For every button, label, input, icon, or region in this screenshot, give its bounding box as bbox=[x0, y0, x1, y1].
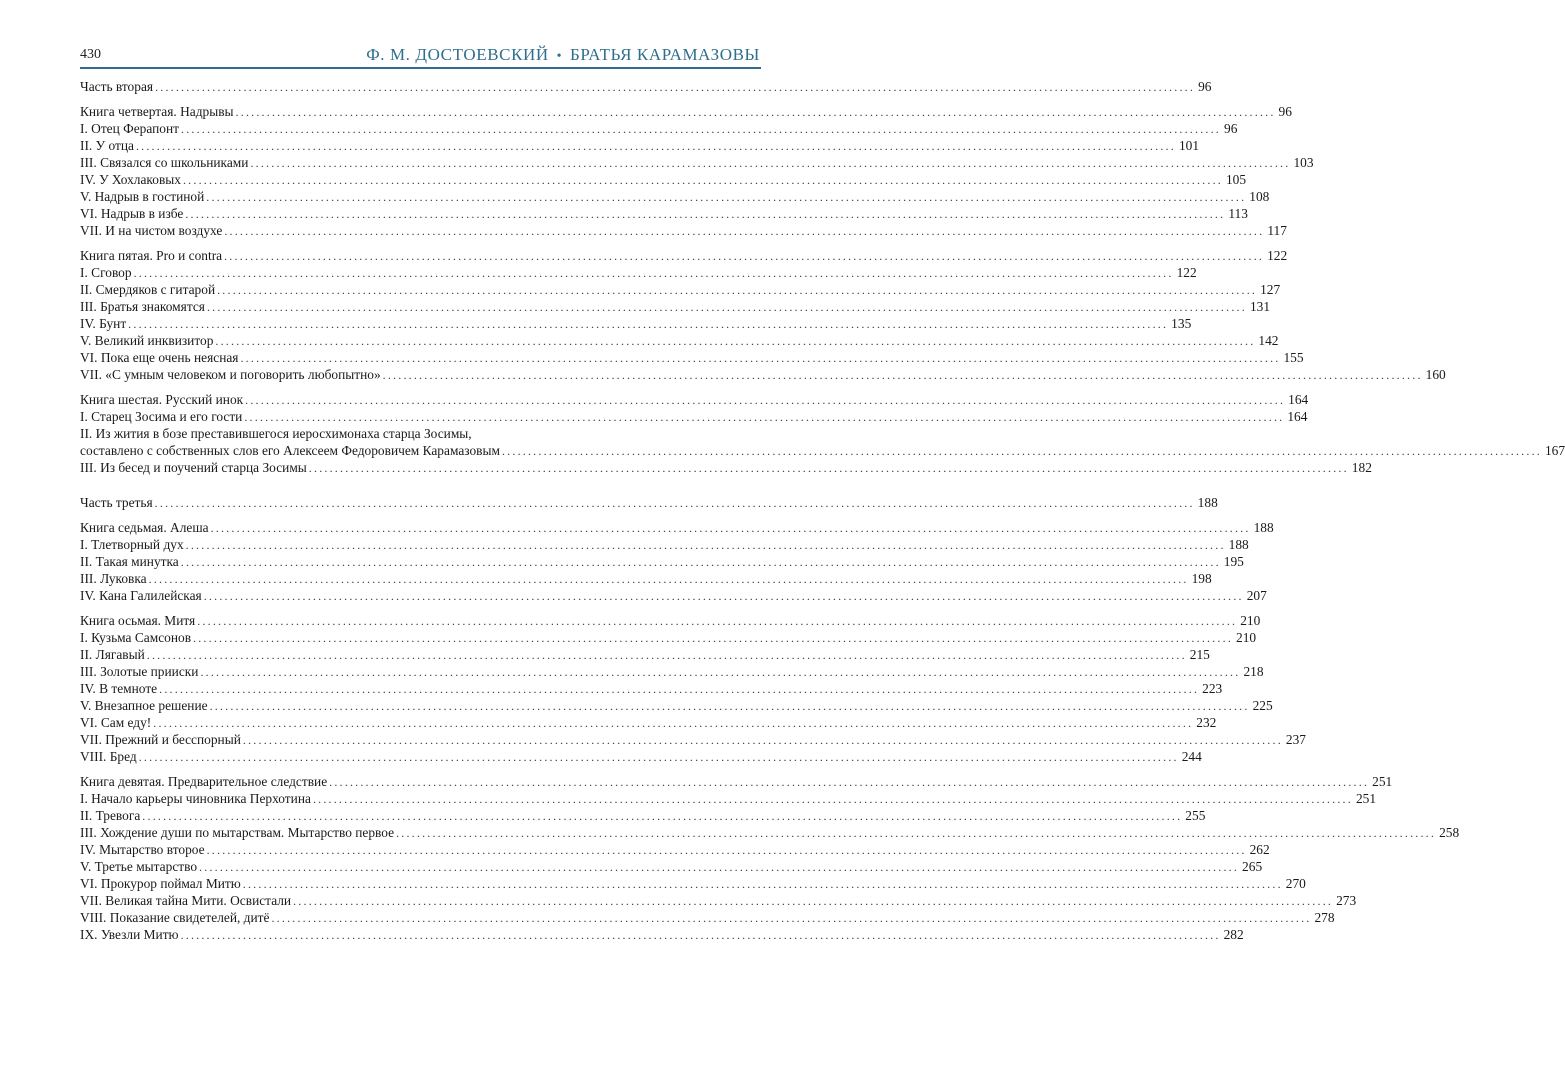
toc-page-number: 135 bbox=[1171, 316, 1192, 331]
running-head-author: Ф. М. ДОСТОЕВСКИЙ bbox=[366, 45, 549, 64]
dot-leader: ........................................................................................................................................................................................................ bbox=[250, 156, 1291, 170]
toc-entry-row bbox=[80, 222, 1287, 239]
toc-entry-row bbox=[80, 714, 1217, 731]
toc-entry-title: Книга четвертая. Надрывы bbox=[80, 104, 234, 119]
toc-page-number: 96 bbox=[1224, 121, 1238, 136]
toc-chapter[interactable] bbox=[80, 663, 1264, 680]
toc-chapter[interactable] bbox=[80, 824, 1460, 841]
toc-page-number: 265 bbox=[1242, 859, 1263, 874]
running-head bbox=[366, 45, 760, 65]
toc-page-number: 182 bbox=[1351, 460, 1372, 475]
toc-entry-row bbox=[80, 494, 1218, 511]
dot-leader: ........................................................................................................................................................................................................ bbox=[153, 716, 1194, 730]
toc-book[interactable] bbox=[80, 773, 1393, 790]
toc-entry-row bbox=[80, 391, 1309, 408]
toc-chapter[interactable] bbox=[80, 714, 1217, 731]
toc-entry-title: II. Лягавый bbox=[80, 647, 145, 662]
toc-entry-title: V. Надрыв в гостиной bbox=[80, 189, 205, 204]
toc-entry-title: II. Из жития в бозе преставившегося иеросхимонаха старца Зосимы, bbox=[80, 426, 472, 441]
toc-chapter[interactable] bbox=[80, 298, 1271, 315]
toc-entry-title: Книга седьмая. Алеша bbox=[80, 520, 209, 535]
dot-leader: ........................................................................................................................................................................................................ bbox=[185, 207, 1226, 221]
toc-chapter[interactable] bbox=[80, 553, 1244, 570]
toc-chapter[interactable] bbox=[80, 587, 1267, 604]
toc-chapter[interactable] bbox=[80, 281, 1281, 298]
toc-page-number: 282 bbox=[1223, 927, 1244, 942]
toc-chapter[interactable] bbox=[80, 366, 1446, 383]
toc-book[interactable] bbox=[80, 519, 1274, 536]
toc-chapter[interactable] bbox=[80, 807, 1206, 824]
toc-entry-row bbox=[80, 697, 1273, 714]
toc-entry-title: III. Золотые прииски bbox=[80, 664, 199, 679]
dot-leader: ........................................................................................................................................................................................................ bbox=[308, 461, 1349, 475]
toc-chapter[interactable] bbox=[80, 154, 1314, 171]
toc-page-number: 258 bbox=[1439, 825, 1460, 840]
toc-entry-title: VIII. Показание свидетелей, дитё bbox=[80, 910, 270, 925]
dot-leader: ........................................................................................................................................................................................................ bbox=[396, 826, 1437, 840]
dot-leader: ........................................................................................................................................................................................................ bbox=[235, 105, 1276, 119]
toc-page-number: 225 bbox=[1252, 698, 1273, 713]
toc-entry-title: IV. У Хохлаковых bbox=[80, 172, 181, 187]
toc-entry-title: III. Хождение души по мытарствам. Мытарство первое bbox=[80, 825, 395, 840]
toc-entry-title: I. Кузьма Самсонов bbox=[80, 630, 192, 645]
toc-entry-row bbox=[80, 519, 1274, 536]
toc-page-number: 237 bbox=[1285, 732, 1306, 747]
toc-page-number: 122 bbox=[1176, 265, 1197, 280]
toc-entry-row bbox=[80, 298, 1271, 315]
toc-chapter[interactable] bbox=[80, 120, 1238, 137]
toc-entry-row bbox=[80, 408, 1308, 425]
toc-page-number: 122 bbox=[1267, 248, 1288, 263]
dot-leader: ........................................................................................................................................................................................................ bbox=[138, 750, 1179, 764]
toc-chapter[interactable] bbox=[80, 425, 1565, 459]
dot-leader: ........................................................................................................................................................................................................ bbox=[240, 351, 1281, 365]
toc-entry-row bbox=[80, 442, 1565, 459]
toc-chapter[interactable] bbox=[80, 875, 1306, 892]
toc-entry-title: III. Братья знакомятся bbox=[80, 299, 205, 314]
toc-entry-row bbox=[80, 366, 1446, 383]
toc-part[interactable] bbox=[80, 494, 1218, 511]
toc-chapter[interactable] bbox=[80, 188, 1270, 205]
toc-entry-row bbox=[80, 332, 1279, 349]
toc-chapter[interactable] bbox=[80, 680, 1223, 697]
toc-entry-title: Книга девятая. Предварительное следствие bbox=[80, 774, 328, 789]
toc-entry-row bbox=[80, 909, 1335, 926]
toc-book[interactable] bbox=[80, 391, 1309, 408]
toc-entry-row bbox=[80, 264, 1197, 281]
toc-entry-title: II. Тревога bbox=[80, 808, 141, 823]
toc-entry-title: VI. Прокурор поймал Митю bbox=[80, 876, 241, 891]
dot-leader: ........................................................................................................................................................................................................ bbox=[133, 266, 1174, 280]
toc-entry-row bbox=[80, 612, 1261, 629]
section-gap bbox=[80, 765, 744, 773]
toc-page-number: 210 bbox=[1236, 630, 1257, 645]
toc-page-number: 164 bbox=[1288, 392, 1309, 407]
dot-leader: ........................................................................................................................................................................................................ bbox=[312, 792, 1353, 806]
dot-leader: ........................................................................................................................................................................................................ bbox=[159, 682, 1200, 696]
toc-entry-title: II. Такая минутка bbox=[80, 554, 179, 569]
running-head-separator: • bbox=[556, 49, 563, 64]
toc-chapter[interactable] bbox=[80, 408, 1308, 425]
toc-entry-title: V. Внезапное решение bbox=[80, 698, 208, 713]
section-gap bbox=[80, 486, 744, 494]
toc-chapter[interactable] bbox=[80, 841, 1270, 858]
toc-page-number: 101 bbox=[1178, 138, 1200, 153]
dot-leader: ........................................................................................................................................................................................................ bbox=[182, 173, 1223, 187]
toc-entry-title: VII. Великая тайна Мити. Освистали bbox=[80, 893, 292, 908]
dot-leader: ........................................................................................................................................................................................................ bbox=[146, 648, 1187, 662]
toc-chapter[interactable] bbox=[80, 264, 1197, 281]
toc-entry-title: Книга шестая. Русский инок bbox=[80, 392, 244, 407]
toc-entry-row bbox=[80, 349, 1304, 366]
dot-leader: ........................................................................................................................................................................................................ bbox=[181, 122, 1221, 136]
dot-leader: ........................................................................................................................................................................................................ bbox=[148, 572, 1189, 586]
toc-entry-title: IX. Увезли Митю bbox=[80, 927, 179, 942]
toc-entry-row bbox=[80, 154, 1314, 171]
toc-entry-row bbox=[80, 553, 1244, 570]
dot-leader: ........................................................................................................................................................................................................ bbox=[271, 911, 1312, 925]
toc-entry-row bbox=[80, 247, 1288, 264]
toc-chapter[interactable] bbox=[80, 892, 1357, 909]
toc-chapter[interactable] bbox=[80, 459, 1372, 476]
toc-chapter[interactable] bbox=[80, 536, 1249, 553]
toc-page-number: 167 bbox=[1544, 443, 1565, 458]
toc-entry-title: I. Отец Ферапонт bbox=[80, 121, 179, 136]
toc-page-number: 270 bbox=[1285, 876, 1306, 891]
toc-entry-row bbox=[80, 680, 1223, 697]
toc-chapter[interactable] bbox=[80, 629, 1257, 646]
dot-leader: ........................................................................................................................................................................................................ bbox=[224, 224, 1265, 238]
dot-leader: ........................................................................................................................................................................................................ bbox=[200, 665, 1241, 679]
toc-entry-title: V. Великий инквизитор bbox=[80, 333, 214, 348]
toc-chapter[interactable] bbox=[80, 137, 1200, 154]
toc-page-number: 278 bbox=[1314, 910, 1335, 925]
toc-book[interactable] bbox=[80, 247, 1288, 264]
toc-page-number: 142 bbox=[1258, 333, 1279, 348]
toc-page-number: 244 bbox=[1181, 749, 1202, 764]
toc-page-number: 215 bbox=[1189, 647, 1210, 662]
dot-leader: ........................................................................................................................................................................................................ bbox=[242, 877, 1283, 891]
toc-page-number: 96 bbox=[1278, 104, 1292, 119]
toc-chapter[interactable] bbox=[80, 171, 1247, 188]
toc-chapter[interactable] bbox=[80, 858, 1263, 875]
toc-page-number: 210 bbox=[1240, 613, 1261, 628]
dot-leader: ........................................................................................................................................................................................................ bbox=[224, 249, 1265, 263]
toc-entry-title: Часть вторая bbox=[80, 79, 154, 94]
dot-leader: ........................................................................................................................................................................................................ bbox=[329, 775, 1370, 789]
toc-page-number: 108 bbox=[1249, 189, 1270, 204]
dot-leader: ........................................................................................................................................................................................................ bbox=[185, 538, 1226, 552]
toc-page-number: 251 bbox=[1355, 791, 1377, 806]
toc-entry-row bbox=[80, 629, 1257, 646]
toc-page-number: 251 bbox=[1372, 774, 1393, 789]
toc-chapter[interactable] bbox=[80, 697, 1273, 714]
dot-leader: ........................................................................................................................................................................................................ bbox=[180, 928, 1221, 942]
toc-page-number: 198 bbox=[1191, 571, 1212, 586]
toc-page-number: 188 bbox=[1228, 537, 1249, 552]
toc-chapter[interactable] bbox=[80, 909, 1335, 926]
toc-entry-row bbox=[80, 892, 1357, 909]
toc-entry-row bbox=[80, 663, 1264, 680]
dot-leader: ........................................................................................................................................................................................................ bbox=[215, 334, 1256, 348]
toc-entry-row bbox=[80, 78, 1212, 95]
dot-leader: ........................................................................................................................................................................................................ bbox=[206, 190, 1247, 204]
toc-entry-continuation: составлено с собственных слов его Алексеем Федоровичем Карамазовым bbox=[80, 443, 500, 458]
toc-entry-title: II. У отца bbox=[80, 138, 134, 153]
toc-entry-title: IV. Бунт bbox=[80, 316, 127, 331]
toc-page-number: 223 bbox=[1202, 681, 1223, 696]
toc-entry-title: I. Тлетворный дух bbox=[80, 537, 184, 552]
toc-page-number: 155 bbox=[1283, 350, 1304, 365]
dot-leader: ........................................................................................................................................................................................................ bbox=[217, 283, 1258, 297]
header-rule bbox=[80, 67, 761, 69]
toc-page-number: 188 bbox=[1253, 520, 1274, 535]
toc-entry-title: IV. В темноте bbox=[80, 681, 158, 696]
toc-page-number: 262 bbox=[1249, 842, 1270, 857]
toc-entry-row bbox=[80, 858, 1263, 875]
toc-entry-title: V. Третье мытарство bbox=[80, 859, 198, 874]
toc-book[interactable] bbox=[80, 612, 1261, 629]
toc-page-number: 195 bbox=[1223, 554, 1244, 569]
section-gap bbox=[80, 239, 744, 247]
section-gap bbox=[80, 383, 744, 391]
toc-page-number: 113 bbox=[1228, 206, 1248, 221]
toc-page-number: 103 bbox=[1293, 155, 1314, 170]
table-of-contents bbox=[80, 78, 1565, 943]
toc-entry-title: I. Начало карьеры чиновника Перхотина bbox=[80, 791, 311, 806]
toc-chapter[interactable] bbox=[80, 205, 1248, 222]
dot-leader: ........................................................................................................................................................................................................ bbox=[180, 555, 1221, 569]
toc-entry-row bbox=[80, 646, 1210, 663]
dot-leader: ........................................................................................................................................................................................................ bbox=[155, 80, 1196, 94]
toc-entry-row bbox=[80, 773, 1393, 790]
section-gap bbox=[80, 95, 744, 103]
toc-chapter[interactable] bbox=[80, 646, 1210, 663]
dot-leader: ........................................................................................................................................................................................................ bbox=[210, 521, 1251, 535]
toc-chapter[interactable] bbox=[80, 349, 1304, 366]
toc-entry-title: VIII. Бред bbox=[80, 749, 137, 764]
toc-entry-row bbox=[80, 570, 1212, 587]
toc-chapter[interactable] bbox=[80, 790, 1377, 807]
toc-entry-row bbox=[80, 536, 1249, 553]
toc-chapter[interactable] bbox=[80, 570, 1212, 587]
toc-entry-row bbox=[80, 748, 1202, 765]
toc-entry-row bbox=[80, 459, 1372, 476]
toc-entry-title: IV. Кана Галилейская bbox=[80, 588, 202, 603]
toc-entry-row bbox=[80, 926, 1244, 943]
toc-page-number: 96 bbox=[1198, 79, 1212, 94]
toc-entry-row bbox=[80, 171, 1247, 188]
dot-leader: ........................................................................................................................................................................................................ bbox=[128, 317, 1169, 331]
toc-entry-title: IV. Мытарство второе bbox=[80, 842, 205, 857]
toc-page-number: 273 bbox=[1336, 893, 1357, 908]
toc-entry-title: VI. Сам еду! bbox=[80, 715, 152, 730]
toc-page-number: 218 bbox=[1243, 664, 1264, 679]
dot-leader: ........................................................................................................................................................................................................ bbox=[203, 589, 1244, 603]
toc-entry-title: III. Луковка bbox=[80, 571, 147, 586]
toc-page-number: 105 bbox=[1225, 172, 1247, 187]
toc-entry-row bbox=[80, 807, 1206, 824]
toc-entry-row bbox=[80, 731, 1306, 748]
toc-chapter[interactable] bbox=[80, 315, 1192, 332]
toc-page-number: 207 bbox=[1246, 588, 1267, 603]
dot-leader: ........................................................................................................................................................................................................ bbox=[293, 894, 1334, 908]
dot-leader: ........................................................................................................................................................................................................ bbox=[154, 496, 1195, 510]
section-gap bbox=[80, 511, 744, 519]
toc-entry-row bbox=[80, 120, 1238, 137]
toc-entry-row bbox=[80, 841, 1270, 858]
dot-leader: ........................................................................................................................................................................................................ bbox=[135, 139, 1176, 153]
toc-entry-row bbox=[80, 587, 1267, 604]
toc-entry-row bbox=[80, 824, 1460, 841]
toc-page-number: 131 bbox=[1249, 299, 1271, 314]
toc-entry-row bbox=[80, 790, 1377, 807]
dot-leader: ........................................................................................................................................................................................................ bbox=[193, 631, 1234, 645]
dot-leader: ........................................................................................................................................................................................................ bbox=[245, 393, 1286, 407]
toc-book[interactable] bbox=[80, 103, 1292, 120]
toc-page-number: 127 bbox=[1260, 282, 1281, 297]
toc-page-number: 232 bbox=[1196, 715, 1217, 730]
toc-entry-title: VII. Прежний и бесспорный bbox=[80, 732, 241, 747]
toc-entry-title: VII. И на чистом воздухе bbox=[80, 223, 223, 238]
toc-part[interactable] bbox=[80, 78, 1212, 95]
toc-entry-title: I. Старец Зосима и его гости bbox=[80, 409, 243, 424]
toc-entry-title: Часть третья bbox=[80, 495, 153, 510]
page-number: 430 bbox=[80, 47, 101, 62]
toc-entry-title: III. Связался со школьниками bbox=[80, 155, 249, 170]
dot-leader: ........................................................................................................................................................................................................ bbox=[206, 300, 1247, 314]
dot-leader: ........................................................................................................................................................................................................ bbox=[197, 614, 1238, 628]
toc-entry-title: VI. Пока еще очень неясная bbox=[80, 350, 239, 365]
dot-leader: ........................................................................................................................................................................................................ bbox=[244, 410, 1285, 424]
toc-chapter[interactable] bbox=[80, 926, 1244, 943]
toc-chapter[interactable] bbox=[80, 332, 1279, 349]
toc-entry-row bbox=[80, 205, 1248, 222]
section-gap bbox=[80, 604, 744, 612]
toc-entry-title: II. Смердяков с гитарой bbox=[80, 282, 216, 297]
toc-entry-row bbox=[80, 281, 1281, 298]
dot-leader: ........................................................................................................................................................................................................ bbox=[142, 809, 1183, 823]
toc-entry-title: III. Из бесед и поучений старца Зосимы bbox=[80, 460, 307, 475]
toc-page-number: 117 bbox=[1267, 223, 1287, 238]
toc-entry-title: Книга осьмая. Митя bbox=[80, 613, 196, 628]
running-head-title: БРАТЬЯ КАРАМАЗОВЫ bbox=[570, 45, 760, 64]
toc-entry-row bbox=[80, 188, 1270, 205]
toc-entry-title: VII. «С умным человеком и поговорить любопытно» bbox=[80, 367, 381, 382]
section-gap bbox=[80, 476, 744, 486]
dot-leader: ........................................................................................................................................................................................................ bbox=[242, 733, 1283, 747]
toc-entry-title: Книга пятая. Pro и contra bbox=[80, 248, 223, 263]
dot-leader: ........................................................................................................................................................................................................ bbox=[501, 444, 1542, 458]
toc-chapter[interactable] bbox=[80, 731, 1306, 748]
toc-chapter[interactable] bbox=[80, 748, 1202, 765]
toc-page-number: 164 bbox=[1287, 409, 1308, 424]
toc-chapter[interactable] bbox=[80, 222, 1287, 239]
toc-page-number: 188 bbox=[1197, 495, 1218, 510]
dot-leader: ........................................................................................................................................................................................................ bbox=[382, 368, 1423, 382]
dot-leader: ........................................................................................................................................................................................................ bbox=[209, 699, 1250, 713]
toc-entry-row bbox=[80, 875, 1306, 892]
dot-leader: ........................................................................................................................................................................................................ bbox=[206, 843, 1247, 857]
toc-entry-title: I. Сговор bbox=[80, 265, 132, 280]
toc-entry-title: VI. Надрыв в избе bbox=[80, 206, 184, 221]
toc-entry-row bbox=[80, 315, 1192, 332]
toc-entry-row bbox=[80, 103, 1292, 120]
dot-leader: ........................................................................................................................................................................................................ bbox=[199, 860, 1240, 874]
toc-page-number: 255 bbox=[1185, 808, 1206, 823]
toc-entry-row bbox=[80, 137, 1200, 154]
toc-page-number: 160 bbox=[1425, 367, 1446, 382]
